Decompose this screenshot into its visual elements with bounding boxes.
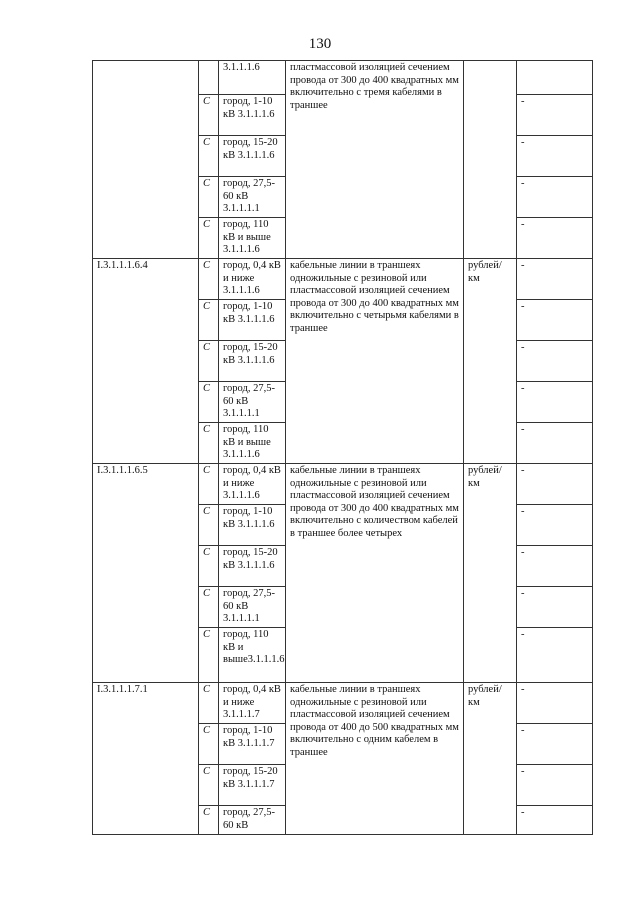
description-cell: кабельные линии в траншеях одножильные с резиновой или пластмассовой изоляцией сечением провода от 400 до 500 квадратных мм включительно с одним кабелем в траншее [286,683,464,835]
value-cell: - [517,300,593,341]
category-cell: С [199,341,219,382]
location-cell: город, 1-10 кВ 3.1.1.1.7 [219,724,286,765]
location-cell: город, 27,5-60 кВ 3.1.1.1.1 [219,587,286,628]
category-cell: С [199,464,219,505]
category-cell: С [199,683,219,724]
unit-cell: рублей/ км [464,683,517,835]
category-cell: С [199,382,219,423]
location-cell: город, 27,5-60 кВ 3.1.1.1.1 [219,382,286,423]
location-cell: 3.1.1.1.6 [219,61,286,95]
category-cell: С [199,177,219,218]
category-cell: С [199,546,219,587]
location-cell: город, 0,4 кВ и ниже 3.1.1.1.7 [219,683,286,724]
table-row [93,259,593,300]
category-cell: С [199,765,219,806]
value-cell: - [517,259,593,300]
value-cell: - [517,341,593,382]
value-cell: - [517,683,593,724]
item-code: I.3.1.1.1.6.5 [93,464,199,683]
unit-cell [464,61,517,259]
description-cell: кабельные линии в траншеях одножильные с резиновой или пластмассовой изоляцией сечением провода от 300 до 400 квадратных мм включительно с количеством кабелей в траншее более четырех [286,464,464,683]
category-cell: С [199,218,219,259]
page-number: 130 [308,36,332,52]
category-cell [199,61,219,95]
unit-cell: рублей/ км [464,464,517,683]
value-cell: - [517,464,593,505]
location-cell: город, 15-20 кВ 3.1.1.1.6 [219,341,286,382]
category-cell: С [199,300,219,341]
location-cell: город, 110 кВ и выше3.1.1.1.6 [219,628,286,683]
location-cell: город, 15-20 кВ 3.1.1.1.7 [219,765,286,806]
value-cell: - [517,546,593,587]
item-code [93,61,199,259]
category-cell: С [199,724,219,765]
item-code: I.3.1.1.1.6.4 [93,259,199,464]
value-cell: - [517,95,593,136]
table-row [93,464,593,505]
description-cell: кабельные линии в траншеях одножильные с резиновой или пластмассовой изоляцией сечением провода от 300 до 400 квадратных мм включительно с четырьмя кабелями в траншее [286,259,464,464]
tariff-table [92,60,593,835]
value-cell: - [517,177,593,218]
value-cell: - [517,806,593,835]
value-cell: - [517,765,593,806]
category-cell: С [199,259,219,300]
location-cell: город, 0,4 кВ и ниже 3.1.1.1.6 [219,259,286,300]
value-cell: - [517,505,593,546]
location-cell: город, 110 кВ и выше 3.1.1.1.6 [219,423,286,464]
location-cell: город, 15-20 кВ 3.1.1.1.6 [219,546,286,587]
location-cell: город, 110 кВ и выше 3.1.1.1.6 [219,218,286,259]
value-cell: - [517,628,593,683]
category-cell: С [199,587,219,628]
category-cell: С [199,95,219,136]
category-cell: С [199,806,219,835]
item-code: I.3.1.1.1.7.1 [93,683,199,835]
category-cell: С [199,423,219,464]
location-cell: город, 1-10 кВ 3.1.1.1.6 [219,300,286,341]
location-cell: город, 0,4 кВ и ниже 3.1.1.1.6 [219,464,286,505]
location-cell: город, 27,5-60 кВ 3.1.1.1.1 [219,177,286,218]
location-cell: город, 15-20 кВ 3.1.1.1.6 [219,136,286,177]
table-row [93,683,593,724]
value-cell [517,61,593,95]
value-cell: - [517,136,593,177]
description-cell: пластмассовой изоляцией сечением провода от 300 до 400 квадратных мм включительно с тремя кабелями в траншее [286,61,464,259]
category-cell: С [199,505,219,546]
value-cell: - [517,218,593,259]
value-cell: - [517,724,593,765]
table-row [93,61,593,95]
value-cell: - [517,382,593,423]
category-cell: С [199,628,219,683]
location-cell: город, 27,5-60 кВ [219,806,286,835]
value-cell: - [517,587,593,628]
unit-cell: рублей/ км [464,259,517,464]
category-cell: С [199,136,219,177]
location-cell: город, 1-10 кВ 3.1.1.1.6 [219,505,286,546]
value-cell: - [517,423,593,464]
location-cell: город, 1-10 кВ 3.1.1.1.6 [219,95,286,136]
